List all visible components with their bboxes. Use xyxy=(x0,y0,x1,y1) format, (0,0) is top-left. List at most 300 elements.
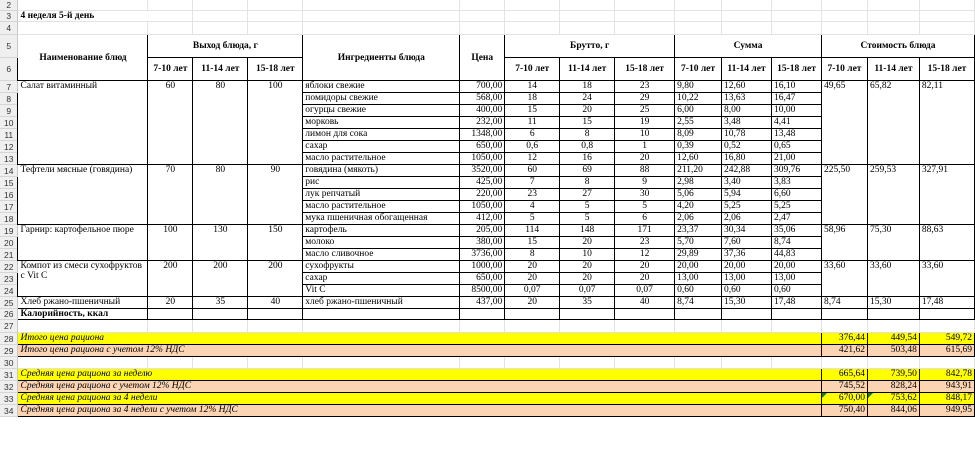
ingredient-price[interactable]: 437,00 xyxy=(460,297,505,309)
ingredient-sum[interactable]: 6,60 xyxy=(772,189,822,201)
ingredient-sum[interactable]: 15,30 xyxy=(722,297,772,309)
empty-cell[interactable] xyxy=(675,11,722,22)
total-value[interactable]: 949,95 xyxy=(919,405,974,417)
empty-cell[interactable] xyxy=(919,357,974,369)
empty-cell[interactable] xyxy=(193,0,248,11)
header-dish-name[interactable]: Наименование блюд xyxy=(18,35,148,81)
empty-cell[interactable] xyxy=(772,11,822,22)
ingredient-brutto[interactable]: 114 xyxy=(505,225,560,237)
ingredient-sum[interactable]: 13,00 xyxy=(675,273,722,285)
ingredient-sum[interactable]: 3,48 xyxy=(722,117,772,129)
ingredient-name[interactable]: сухофрукты xyxy=(303,261,460,273)
empty-cell[interactable] xyxy=(460,22,505,35)
ingredient-name[interactable]: сахар xyxy=(303,273,460,285)
ingredient-sum[interactable]: 2,47 xyxy=(772,213,822,225)
ingredient-sum[interactable]: 13,63 xyxy=(722,93,772,105)
sheet-title[interactable]: 4 неделя 5-й день xyxy=(18,11,193,22)
total-value[interactable]: 745,52 xyxy=(821,381,867,393)
empty-cell[interactable] xyxy=(303,309,460,320)
row-number[interactable]: 20 xyxy=(0,237,18,249)
ingredient-brutto[interactable]: 35 xyxy=(560,297,615,309)
empty-cell[interactable] xyxy=(675,320,722,333)
row-number[interactable]: 8 xyxy=(0,93,18,105)
empty-cell[interactable] xyxy=(772,357,822,369)
empty-cell[interactable] xyxy=(615,309,675,320)
empty-cell[interactable] xyxy=(303,22,460,35)
total-label[interactable]: Средняя цена рациона с учетом 12% НДС xyxy=(18,381,822,393)
ingredient-brutto[interactable]: 15 xyxy=(505,105,560,117)
ingredient-sum[interactable]: 2,55 xyxy=(675,117,722,129)
empty-cell[interactable] xyxy=(867,357,919,369)
row-number[interactable]: 29 xyxy=(0,345,18,357)
ingredient-name[interactable]: морковь xyxy=(303,117,460,129)
ingredient-sum[interactable]: 13,00 xyxy=(772,273,822,285)
ingredient-sum[interactable]: 5,70 xyxy=(675,237,722,249)
ingredient-sum[interactable]: 20,00 xyxy=(675,261,722,273)
ingredient-sum[interactable]: 30,34 xyxy=(722,225,772,237)
ingredient-brutto[interactable]: 11 xyxy=(505,117,560,129)
total-value[interactable]: 615,69 xyxy=(919,345,974,357)
ingredient-brutto[interactable]: 10 xyxy=(560,249,615,261)
ingredient-sum[interactable]: 9,80 xyxy=(675,81,722,93)
ingredient-sum[interactable]: 5,25 xyxy=(772,201,822,213)
empty-cell[interactable] xyxy=(303,11,460,22)
header-age[interactable]: 15-18 лет xyxy=(248,58,303,81)
ingredient-name[interactable]: лук репчатый xyxy=(303,189,460,201)
dish-cost[interactable]: 327,91 xyxy=(919,165,974,225)
ingredient-name[interactable]: картофель xyxy=(303,225,460,237)
ingredient-price[interactable]: 1348,00 xyxy=(460,129,505,141)
dish-output[interactable]: 35 xyxy=(193,297,248,309)
total-value[interactable]: 943,91 xyxy=(919,381,974,393)
ingredient-sum[interactable]: 5,25 xyxy=(722,201,772,213)
ingredient-brutto[interactable]: 18 xyxy=(560,81,615,93)
ingredient-price[interactable]: 1000,00 xyxy=(460,261,505,273)
ingredient-price[interactable]: 650,00 xyxy=(460,273,505,285)
total-value[interactable]: 503,48 xyxy=(867,345,919,357)
ingredient-sum[interactable]: 23,37 xyxy=(675,225,722,237)
ingredient-sum[interactable]: 242,88 xyxy=(722,165,772,177)
header-brutto[interactable]: Брутто, г xyxy=(505,35,675,58)
empty-cell[interactable] xyxy=(460,320,505,333)
ingredient-sum[interactable]: 5,94 xyxy=(722,189,772,201)
row-number[interactable]: 26 xyxy=(0,309,18,320)
header-age[interactable]: 7-10 лет xyxy=(505,58,560,81)
empty-cell[interactable] xyxy=(248,309,303,320)
empty-cell[interactable] xyxy=(505,357,560,369)
header-age[interactable]: 15-18 лет xyxy=(919,58,974,81)
ingredient-price[interactable]: 650,00 xyxy=(460,141,505,153)
header-sum[interactable]: Сумма xyxy=(675,35,822,58)
ingredient-brutto[interactable]: 0,6 xyxy=(505,141,560,153)
empty-cell[interactable] xyxy=(303,0,460,11)
row-number[interactable]: 32 xyxy=(0,381,18,393)
ingredient-name[interactable]: мука пшеничная обогащенная xyxy=(303,213,460,225)
empty-cell[interactable] xyxy=(919,11,974,22)
dish-output[interactable]: 80 xyxy=(193,81,248,165)
ingredient-sum[interactable]: 17,48 xyxy=(772,297,822,309)
empty-cell[interactable] xyxy=(560,0,615,11)
ingredient-sum[interactable]: 0,39 xyxy=(675,141,722,153)
ingredient-sum[interactable]: 2,06 xyxy=(722,213,772,225)
empty-cell[interactable] xyxy=(821,309,867,320)
dish-cost[interactable]: 15,30 xyxy=(867,297,919,309)
dish-output[interactable]: 100 xyxy=(148,225,193,261)
empty-cell[interactable] xyxy=(148,22,193,35)
ingredient-brutto[interactable]: 20 xyxy=(560,105,615,117)
empty-cell[interactable] xyxy=(560,22,615,35)
ingredient-price[interactable]: 412,00 xyxy=(460,213,505,225)
empty-cell[interactable] xyxy=(148,320,193,333)
empty-cell[interactable] xyxy=(193,357,248,369)
row-number[interactable]: 16 xyxy=(0,189,18,201)
ingredient-sum[interactable]: 0,60 xyxy=(722,285,772,297)
ingredient-price[interactable]: 1050,00 xyxy=(460,201,505,213)
ingredient-brutto[interactable]: 5 xyxy=(560,213,615,225)
row-number[interactable]: 2 xyxy=(0,0,18,11)
row-number[interactable]: 24 xyxy=(0,285,18,297)
row-number[interactable]: 23 xyxy=(0,273,18,285)
dish-output[interactable]: 20 xyxy=(148,297,193,309)
ingredient-brutto[interactable]: 0,07 xyxy=(505,285,560,297)
empty-cell[interactable] xyxy=(675,309,722,320)
empty-cell[interactable] xyxy=(460,11,505,22)
ingredient-sum[interactable]: 12,60 xyxy=(675,153,722,165)
dish-cost[interactable]: 65,82 xyxy=(867,81,919,165)
empty-cell[interactable] xyxy=(867,22,919,35)
ingredient-brutto[interactable]: 9 xyxy=(615,177,675,189)
row-number[interactable]: 31 xyxy=(0,369,18,381)
row-number[interactable]: 6 xyxy=(0,58,18,81)
total-label[interactable]: Средняя цена рациона за неделю xyxy=(18,369,822,381)
empty-cell[interactable] xyxy=(148,309,193,320)
empty-cell[interactable] xyxy=(505,11,560,22)
ingredient-name[interactable]: масло растительное xyxy=(303,201,460,213)
ingredient-sum[interactable]: 2,98 xyxy=(675,177,722,189)
ingredient-brutto[interactable]: 23 xyxy=(505,189,560,201)
total-value[interactable]: 376,44 xyxy=(821,333,867,345)
ingredient-brutto[interactable]: 20 xyxy=(560,261,615,273)
empty-cell[interactable] xyxy=(722,357,772,369)
empty-cell[interactable] xyxy=(867,11,919,22)
empty-cell[interactable] xyxy=(193,320,248,333)
empty-cell[interactable] xyxy=(772,22,822,35)
empty-cell[interactable] xyxy=(722,11,772,22)
header-age[interactable]: 15-18 лет xyxy=(615,58,675,81)
ingredient-brutto[interactable]: 16 xyxy=(560,153,615,165)
empty-cell[interactable] xyxy=(919,22,974,35)
row-number[interactable]: 9 xyxy=(0,105,18,117)
empty-cell[interactable] xyxy=(18,0,148,11)
ingredient-sum[interactable]: 8,00 xyxy=(722,105,772,117)
ingredient-brutto[interactable]: 8 xyxy=(560,177,615,189)
ingredient-brutto[interactable]: 23 xyxy=(615,81,675,93)
ingredient-brutto[interactable]: 8 xyxy=(560,129,615,141)
empty-cell[interactable] xyxy=(919,309,974,320)
ingredient-brutto[interactable]: 30 xyxy=(615,189,675,201)
dish-cost[interactable]: 8,74 xyxy=(821,297,867,309)
ingredient-brutto[interactable]: 7 xyxy=(505,177,560,189)
ingredient-brutto[interactable]: 20 xyxy=(615,261,675,273)
row-number[interactable]: 3 xyxy=(0,11,18,22)
ingredient-brutto[interactable]: 0,07 xyxy=(560,285,615,297)
ingredient-brutto[interactable]: 20 xyxy=(615,273,675,285)
total-label[interactable]: Средняя цена рациона за 4 недели с учетом 12% НДС xyxy=(18,405,822,417)
dish-name[interactable]: Тефтели мясные (говядина) xyxy=(18,165,148,225)
ingredient-brutto[interactable]: 20 xyxy=(560,273,615,285)
total-value[interactable]: 739,50 xyxy=(867,369,919,381)
empty-cell[interactable] xyxy=(18,357,148,369)
ingredient-brutto[interactable]: 6 xyxy=(505,129,560,141)
ingredient-sum[interactable]: 35,06 xyxy=(772,225,822,237)
ingredient-sum[interactable]: 0,52 xyxy=(722,141,772,153)
dish-cost[interactable]: 88,63 xyxy=(919,225,974,261)
ingredient-brutto[interactable]: 23 xyxy=(615,237,675,249)
ingredient-name[interactable]: яблоки свежие xyxy=(303,81,460,93)
empty-cell[interactable] xyxy=(18,320,148,333)
empty-cell[interactable] xyxy=(560,11,615,22)
ingredient-price[interactable]: 3520,00 xyxy=(460,165,505,177)
empty-cell[interactable] xyxy=(722,309,772,320)
empty-cell[interactable] xyxy=(821,320,867,333)
ingredient-brutto[interactable]: 20 xyxy=(505,261,560,273)
ingredient-name[interactable]: сахар xyxy=(303,141,460,153)
ingredient-sum[interactable]: 21,00 xyxy=(772,153,822,165)
ingredient-sum[interactable]: 0,60 xyxy=(772,285,822,297)
ingredient-sum[interactable]: 12,60 xyxy=(722,81,772,93)
total-value[interactable]: 753,62 xyxy=(867,393,919,405)
ingredient-name[interactable]: молоко xyxy=(303,237,460,249)
ingredient-name[interactable]: масло растительное xyxy=(303,153,460,165)
ingredient-sum[interactable]: 4,41 xyxy=(772,117,822,129)
total-value[interactable]: 449,54 xyxy=(867,333,919,345)
ingredient-brutto[interactable]: 148 xyxy=(560,225,615,237)
header-age[interactable]: 11-14 лет xyxy=(560,58,615,81)
header-age[interactable]: 7-10 лет xyxy=(821,58,867,81)
row-number[interactable]: 11 xyxy=(0,129,18,141)
empty-cell[interactable] xyxy=(460,309,505,320)
row-number[interactable]: 22 xyxy=(0,261,18,273)
empty-cell[interactable] xyxy=(772,320,822,333)
row-number[interactable]: 14 xyxy=(0,165,18,177)
total-value[interactable]: 549,72 xyxy=(919,333,974,345)
ingredient-brutto[interactable]: 12 xyxy=(505,153,560,165)
empty-cell[interactable] xyxy=(505,22,560,35)
ingredient-brutto[interactable]: 0,8 xyxy=(560,141,615,153)
empty-cell[interactable] xyxy=(919,0,974,11)
ingredient-sum[interactable]: 8,74 xyxy=(772,237,822,249)
ingredient-sum[interactable]: 10,78 xyxy=(722,129,772,141)
calories-label[interactable]: Калорийность, ккал xyxy=(18,309,148,320)
header-age[interactable]: 11-14 лет xyxy=(867,58,919,81)
dish-output[interactable]: 130 xyxy=(193,225,248,261)
empty-cell[interactable] xyxy=(148,0,193,11)
row-number[interactable]: 30 xyxy=(0,357,18,369)
ingredient-brutto[interactable]: 40 xyxy=(615,297,675,309)
empty-cell[interactable] xyxy=(505,309,560,320)
total-value[interactable]: 848,17 xyxy=(919,393,974,405)
ingredient-price[interactable]: 700,00 xyxy=(460,81,505,93)
empty-cell[interactable] xyxy=(772,0,822,11)
ingredient-brutto[interactable]: 6 xyxy=(615,213,675,225)
empty-cell[interactable] xyxy=(193,11,248,22)
empty-cell[interactable] xyxy=(722,0,772,11)
empty-cell[interactable] xyxy=(303,357,460,369)
empty-cell[interactable] xyxy=(148,357,193,369)
empty-cell[interactable] xyxy=(867,0,919,11)
ingredient-brutto[interactable]: 10 xyxy=(615,129,675,141)
header-age[interactable]: 7-10 лет xyxy=(148,58,193,81)
empty-cell[interactable] xyxy=(248,11,303,22)
total-label[interactable]: Итого цена рациона с учетом 12% НДС xyxy=(18,345,822,357)
ingredient-sum[interactable]: 29,89 xyxy=(675,249,722,261)
dish-output[interactable]: 40 xyxy=(248,297,303,309)
dish-cost[interactable]: 225,50 xyxy=(821,165,867,225)
ingredient-price[interactable]: 205,00 xyxy=(460,225,505,237)
empty-cell[interactable] xyxy=(248,357,303,369)
dish-output[interactable]: 150 xyxy=(248,225,303,261)
empty-cell[interactable] xyxy=(867,320,919,333)
empty-cell[interactable] xyxy=(248,320,303,333)
total-value[interactable]: 844,06 xyxy=(867,405,919,417)
ingredient-brutto[interactable]: 27 xyxy=(560,189,615,201)
ingredient-price[interactable]: 400,00 xyxy=(460,105,505,117)
row-number[interactable]: 12 xyxy=(0,141,18,153)
row-number[interactable]: 33 xyxy=(0,393,18,405)
ingredient-sum[interactable]: 3,40 xyxy=(722,177,772,189)
empty-cell[interactable] xyxy=(675,22,722,35)
dish-output[interactable]: 200 xyxy=(248,261,303,297)
dish-cost[interactable]: 75,30 xyxy=(867,225,919,261)
ingredient-brutto[interactable]: 29 xyxy=(615,93,675,105)
row-number[interactable]: 17 xyxy=(0,201,18,213)
empty-cell[interactable] xyxy=(821,357,867,369)
row-number[interactable]: 13 xyxy=(0,153,18,165)
empty-cell[interactable] xyxy=(193,22,248,35)
ingredient-sum[interactable]: 2,06 xyxy=(675,213,722,225)
dish-output[interactable]: 200 xyxy=(148,261,193,297)
ingredient-brutto[interactable]: 69 xyxy=(560,165,615,177)
ingredient-brutto[interactable]: 171 xyxy=(615,225,675,237)
dish-output[interactable]: 90 xyxy=(248,165,303,225)
ingredient-price[interactable]: 220,00 xyxy=(460,189,505,201)
dish-cost[interactable]: 33,60 xyxy=(821,261,867,297)
empty-cell[interactable] xyxy=(919,320,974,333)
ingredient-brutto[interactable]: 5 xyxy=(615,201,675,213)
ingredient-brutto[interactable]: 5 xyxy=(560,201,615,213)
dish-name[interactable]: Компот из смеси сухофруктов с Vit C xyxy=(18,261,148,297)
row-number[interactable]: 10 xyxy=(0,117,18,129)
ingredient-sum[interactable]: 20,00 xyxy=(722,261,772,273)
total-value[interactable]: 828,24 xyxy=(867,381,919,393)
ingredient-sum[interactable]: 16,47 xyxy=(772,93,822,105)
ingredient-sum[interactable]: 16,80 xyxy=(722,153,772,165)
ingredient-brutto[interactable]: 19 xyxy=(615,117,675,129)
ingredient-sum[interactable]: 10,22 xyxy=(675,93,722,105)
row-number[interactable]: 21 xyxy=(0,249,18,261)
dish-cost[interactable]: 259,53 xyxy=(867,165,919,225)
empty-cell[interactable] xyxy=(303,320,460,333)
empty-cell[interactable] xyxy=(460,357,505,369)
ingredient-name[interactable]: помидоры свежие xyxy=(303,93,460,105)
ingredient-sum[interactable]: 8,09 xyxy=(675,129,722,141)
row-number[interactable]: 7 xyxy=(0,81,18,93)
ingredient-sum[interactable]: 13,48 xyxy=(772,129,822,141)
ingredient-sum[interactable]: 5,06 xyxy=(675,189,722,201)
row-number[interactable]: 34 xyxy=(0,405,18,417)
ingredient-brutto[interactable]: 24 xyxy=(560,93,615,105)
header-cost[interactable]: Стоимость блюда xyxy=(821,35,974,58)
ingredient-brutto[interactable]: 15 xyxy=(560,117,615,129)
empty-cell[interactable] xyxy=(675,0,722,11)
ingredient-brutto[interactable]: 12 xyxy=(615,249,675,261)
empty-cell[interactable] xyxy=(615,0,675,11)
total-value[interactable]: 665,64 xyxy=(821,369,867,381)
ingredient-brutto[interactable]: 0,07 xyxy=(615,285,675,297)
ingredient-name[interactable]: Vit C xyxy=(303,285,460,297)
empty-cell[interactable] xyxy=(615,22,675,35)
ingredient-sum[interactable]: 16,10 xyxy=(772,81,822,93)
ingredient-sum[interactable]: 44,83 xyxy=(772,249,822,261)
total-value[interactable]: 421,62 xyxy=(821,345,867,357)
row-number[interactable]: 15 xyxy=(0,177,18,189)
dish-name[interactable]: Хлеб ржано-пшеничный xyxy=(18,297,148,309)
row-number[interactable]: 28 xyxy=(0,333,18,345)
empty-cell[interactable] xyxy=(248,0,303,11)
ingredient-sum[interactable]: 13,00 xyxy=(722,273,772,285)
ingredient-brutto[interactable]: 25 xyxy=(615,105,675,117)
ingredient-sum[interactable]: 309,76 xyxy=(772,165,822,177)
empty-cell[interactable] xyxy=(615,357,675,369)
dish-cost[interactable]: 82,11 xyxy=(919,81,974,165)
ingredient-price[interactable]: 425,00 xyxy=(460,177,505,189)
empty-cell[interactable] xyxy=(821,22,867,35)
ingredient-sum[interactable]: 6,00 xyxy=(675,105,722,117)
ingredient-brutto[interactable]: 8 xyxy=(505,249,560,261)
ingredient-brutto[interactable]: 18 xyxy=(505,93,560,105)
empty-cell[interactable] xyxy=(18,22,148,35)
ingredient-brutto[interactable]: 60 xyxy=(505,165,560,177)
header-age[interactable]: 15-18 лет xyxy=(772,58,822,81)
empty-cell[interactable] xyxy=(560,309,615,320)
empty-cell[interactable] xyxy=(193,309,248,320)
ingredient-price[interactable]: 1050,00 xyxy=(460,153,505,165)
ingredient-sum[interactable]: 37,36 xyxy=(722,249,772,261)
ingredient-name[interactable]: говядина (мякоть) xyxy=(303,165,460,177)
dish-cost[interactable]: 49,65 xyxy=(821,81,867,165)
ingredient-price[interactable]: 232,00 xyxy=(460,117,505,129)
ingredient-price[interactable]: 3736,00 xyxy=(460,249,505,261)
dish-cost[interactable]: 33,60 xyxy=(919,261,974,297)
ingredient-price[interactable]: 8500,00 xyxy=(460,285,505,297)
row-number[interactable]: 4 xyxy=(0,22,18,35)
ingredient-price[interactable]: 380,00 xyxy=(460,237,505,249)
ingredient-price[interactable]: 568,00 xyxy=(460,93,505,105)
header-age[interactable]: 7-10 лет xyxy=(675,58,722,81)
empty-cell[interactable] xyxy=(821,0,867,11)
empty-cell[interactable] xyxy=(722,22,772,35)
row-number[interactable]: 27 xyxy=(0,320,18,333)
total-label[interactable]: Итого цена рациона xyxy=(18,333,822,345)
row-number[interactable]: 25 xyxy=(0,297,18,309)
ingredient-sum[interactable]: 3,83 xyxy=(772,177,822,189)
empty-cell[interactable] xyxy=(821,11,867,22)
total-value[interactable]: 750,40 xyxy=(821,405,867,417)
header-age[interactable]: 11-14 лет xyxy=(193,58,248,81)
ingredient-sum[interactable]: 4,20 xyxy=(675,201,722,213)
ingredient-name[interactable]: лимон для сока xyxy=(303,129,460,141)
empty-cell[interactable] xyxy=(615,11,675,22)
